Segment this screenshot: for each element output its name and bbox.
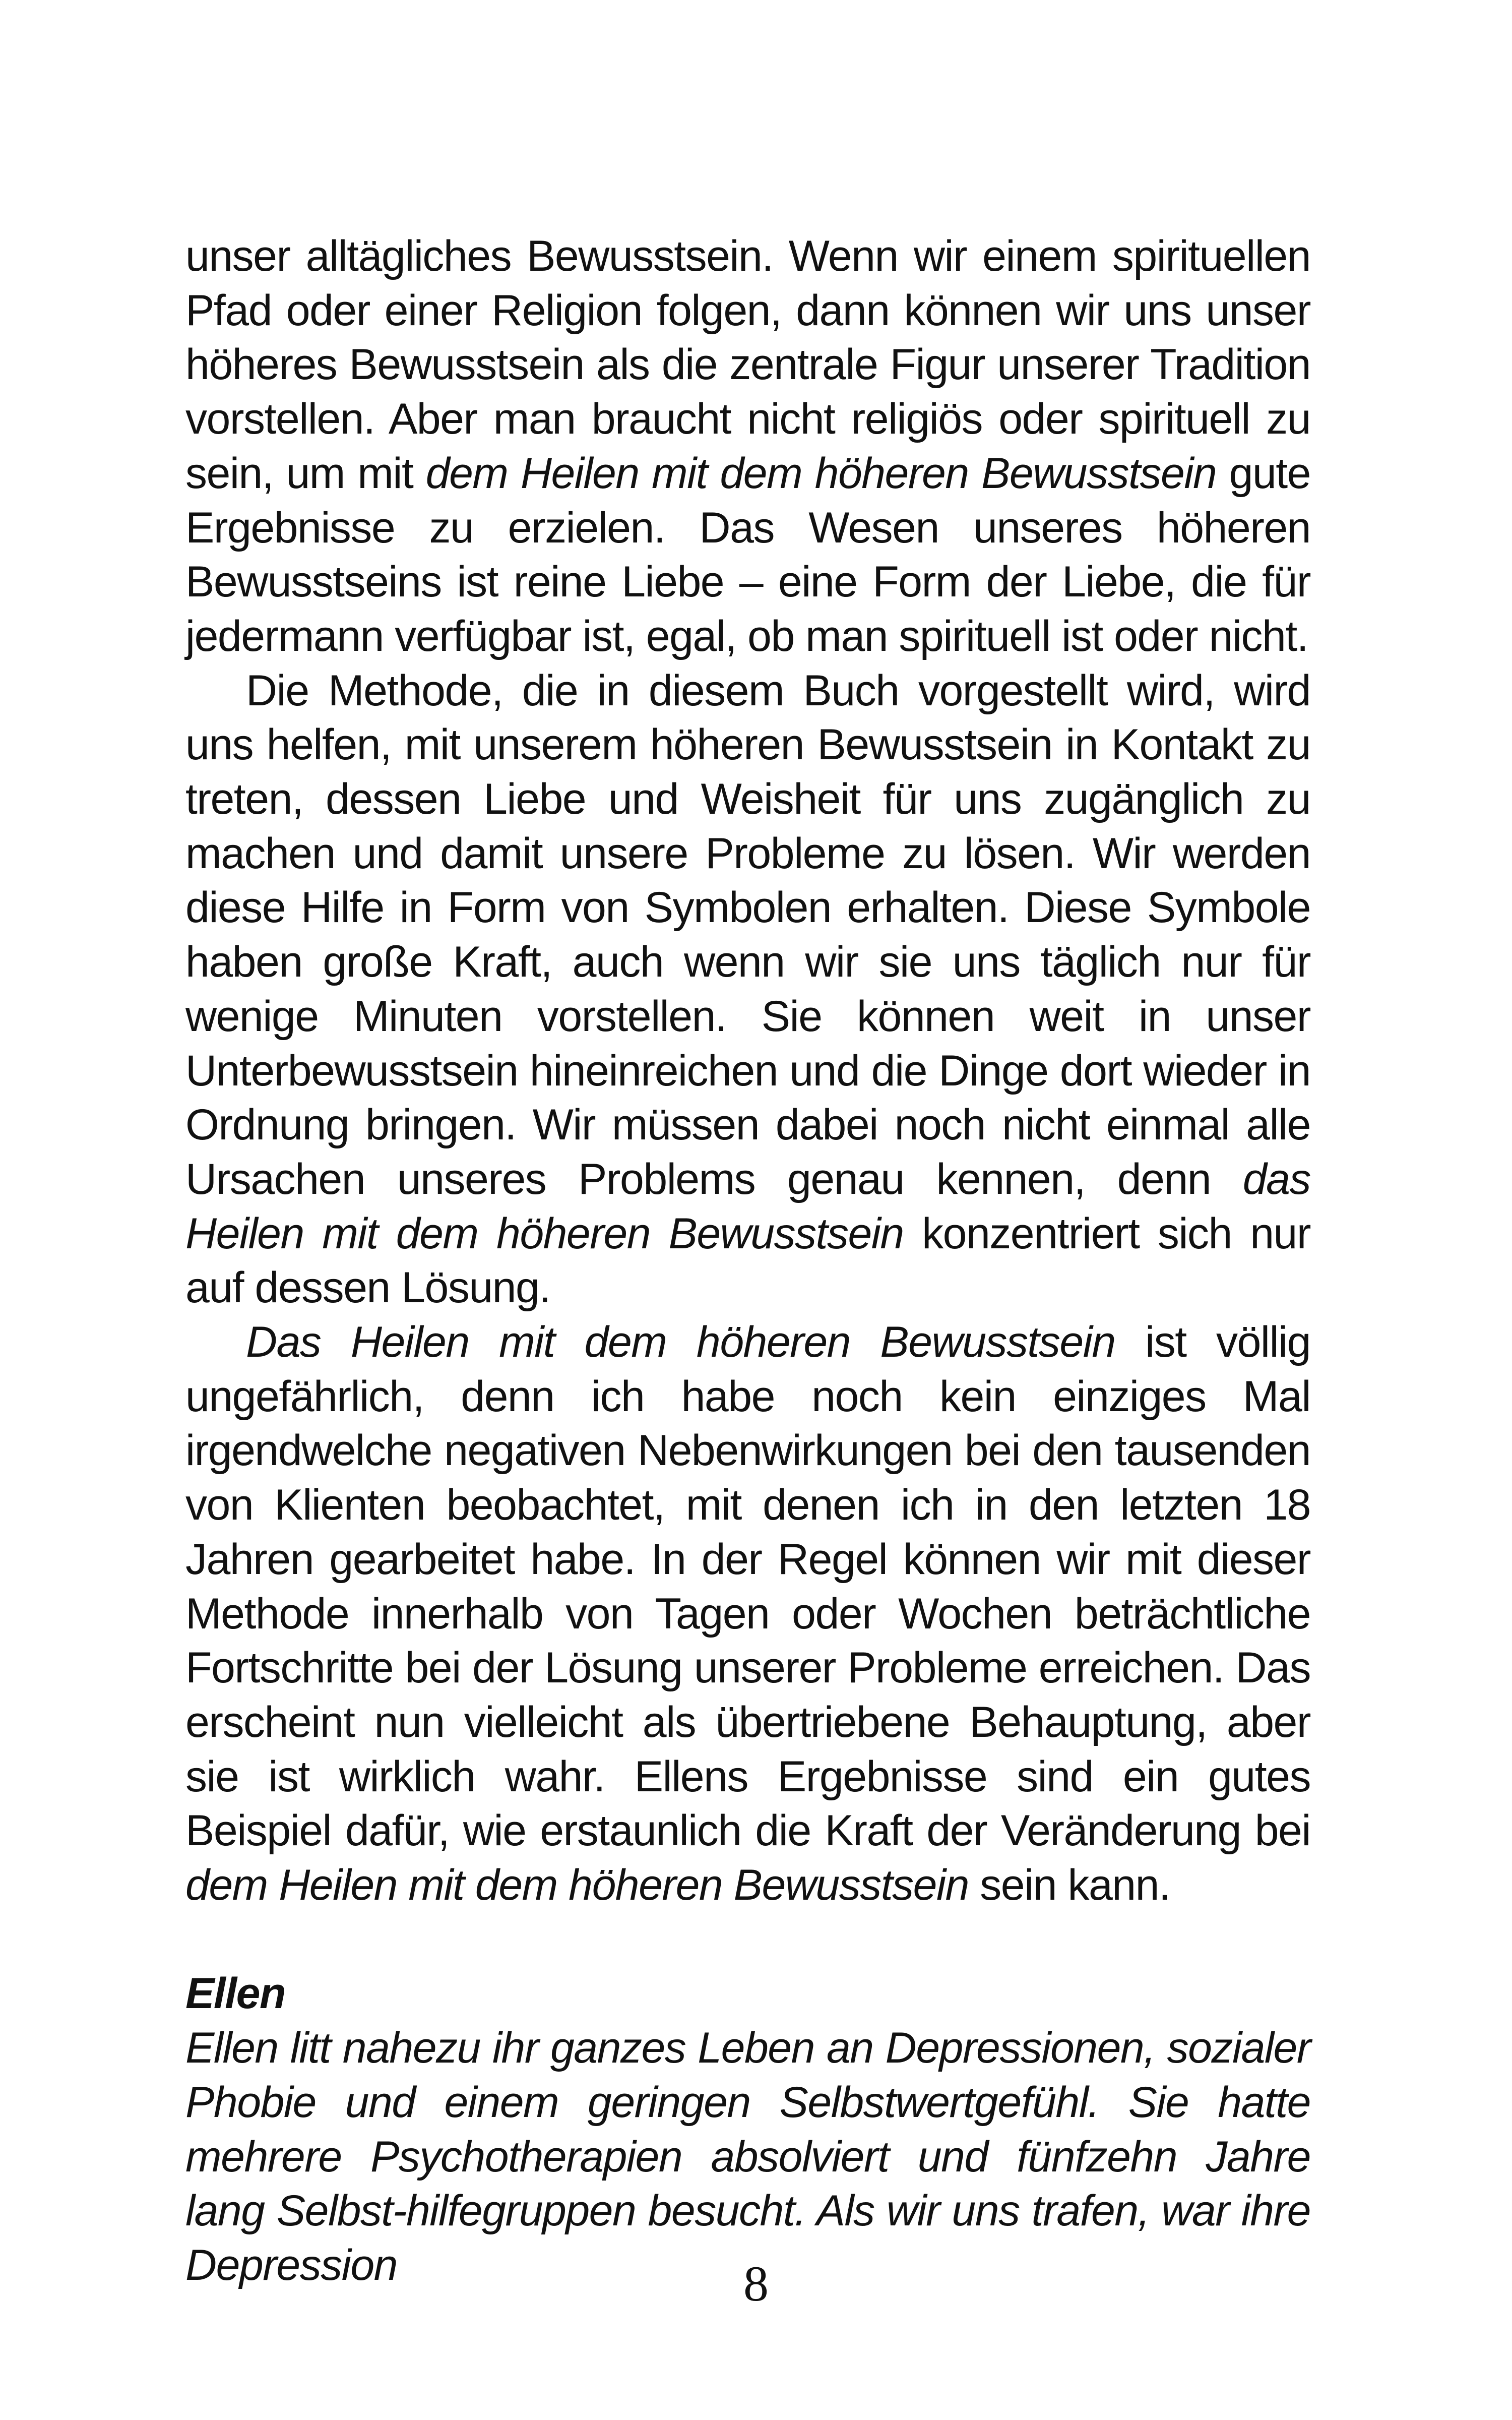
page-number: 8 — [743, 2256, 769, 2312]
text-run: sein kann. — [968, 1861, 1170, 1910]
paragraph-3 — [185, 1315, 1310, 1913]
italic-method-name: Das Heilen mit dem höheren Bewusstsein — [246, 1318, 1115, 1367]
paragraph-2 — [185, 664, 1310, 1315]
italic-method-name: dem Heilen mit dem höheren Bewusstsein — [425, 449, 1217, 498]
text-run: unser alltägliches Bewusstsein. Wenn wir einem spirituellen Pfad oder einer Religion folgen, dann können wir uns unser höheres Bewusstsein als die zentrale Figur unserer Tradition vorstellen. Aber man braucht nicht religiös oder spirituell zu sein, um mit — [185, 232, 1310, 498]
section-heading: Ellen — [185, 1969, 286, 2018]
italic-method-name: das Heilen mit dem höheren Bewusstsein — [185, 1155, 1310, 1258]
text-run: Die Methode, die in diesem Buch vorgestellt wird, wird uns helfen, mit unserem höheren Bewusstsein in Kontakt zu treten, dessen Liebe und Weisheit für uns zugänglich zu machen und damit unsere Probleme zu lösen. Wir werden diese Hilfe in Form von Symbolen erhalten. Diese Symbole haben große Kraft, auch wenn wir sie uns täglich nur für wenige Minuten vorstellen. Sie können weit in unser Unterbewusstsein hineinreichen und die Dinge dort wieder in Ordnung bringen. Wir müssen dabei noch nicht einmal alle Ursachen unseres Problems genau kennen, denn — [185, 666, 1310, 1203]
case-paragraph: Ellen litt nahezu ihr ganzes Leben an Depressionen, sozialer Phobie und einem geringen Selbstwertgefühl. Sie hatte mehrere Psychotherapien absolviert und fünfzehn Jahre lang Selbst-hilfegruppen besucht. Als wir uns trafen, war ihre Depression — [185, 2024, 1310, 2289]
text-run: ist völlig ungefährlich, denn ich habe noch kein einziges Mal irgendwelche negativen Nebenwirkungen bei den tausenden von Klienten beobachtet, mit denen ich in den letzten 18 Jahren gearbeitet habe. In der Regel können wir mit dieser Methode innerhalb von Tagen oder Wochen beträchtliche Fortschritte bei der Lösung unserer Probleme erreichen. Das erscheint nun vielleicht als übertriebene Behauptung, aber sie ist wirklich wahr. Ellens Ergebnisse sind ein gutes Beispiel dafür, wie erstaunlich die Kraft der Veränderung bei — [185, 1318, 1311, 1855]
text-run: konzentriert sich nur auf dessen Lösung. — [185, 1209, 1310, 1312]
paragraph-1 — [185, 229, 1310, 664]
text-run: gute Ergebnisse zu erzielen. Das Wesen unseres höheren Bewusstseins ist reine Liebe – eine Form der Liebe, die für jedermann verfügbar ist, egal, ob man spirituell ist oder nicht. — [185, 449, 1311, 660]
italic-method-name: dem Heilen mit dem höheren Bewusstsein — [185, 1861, 969, 1910]
body-text — [185, 229, 1310, 2293]
